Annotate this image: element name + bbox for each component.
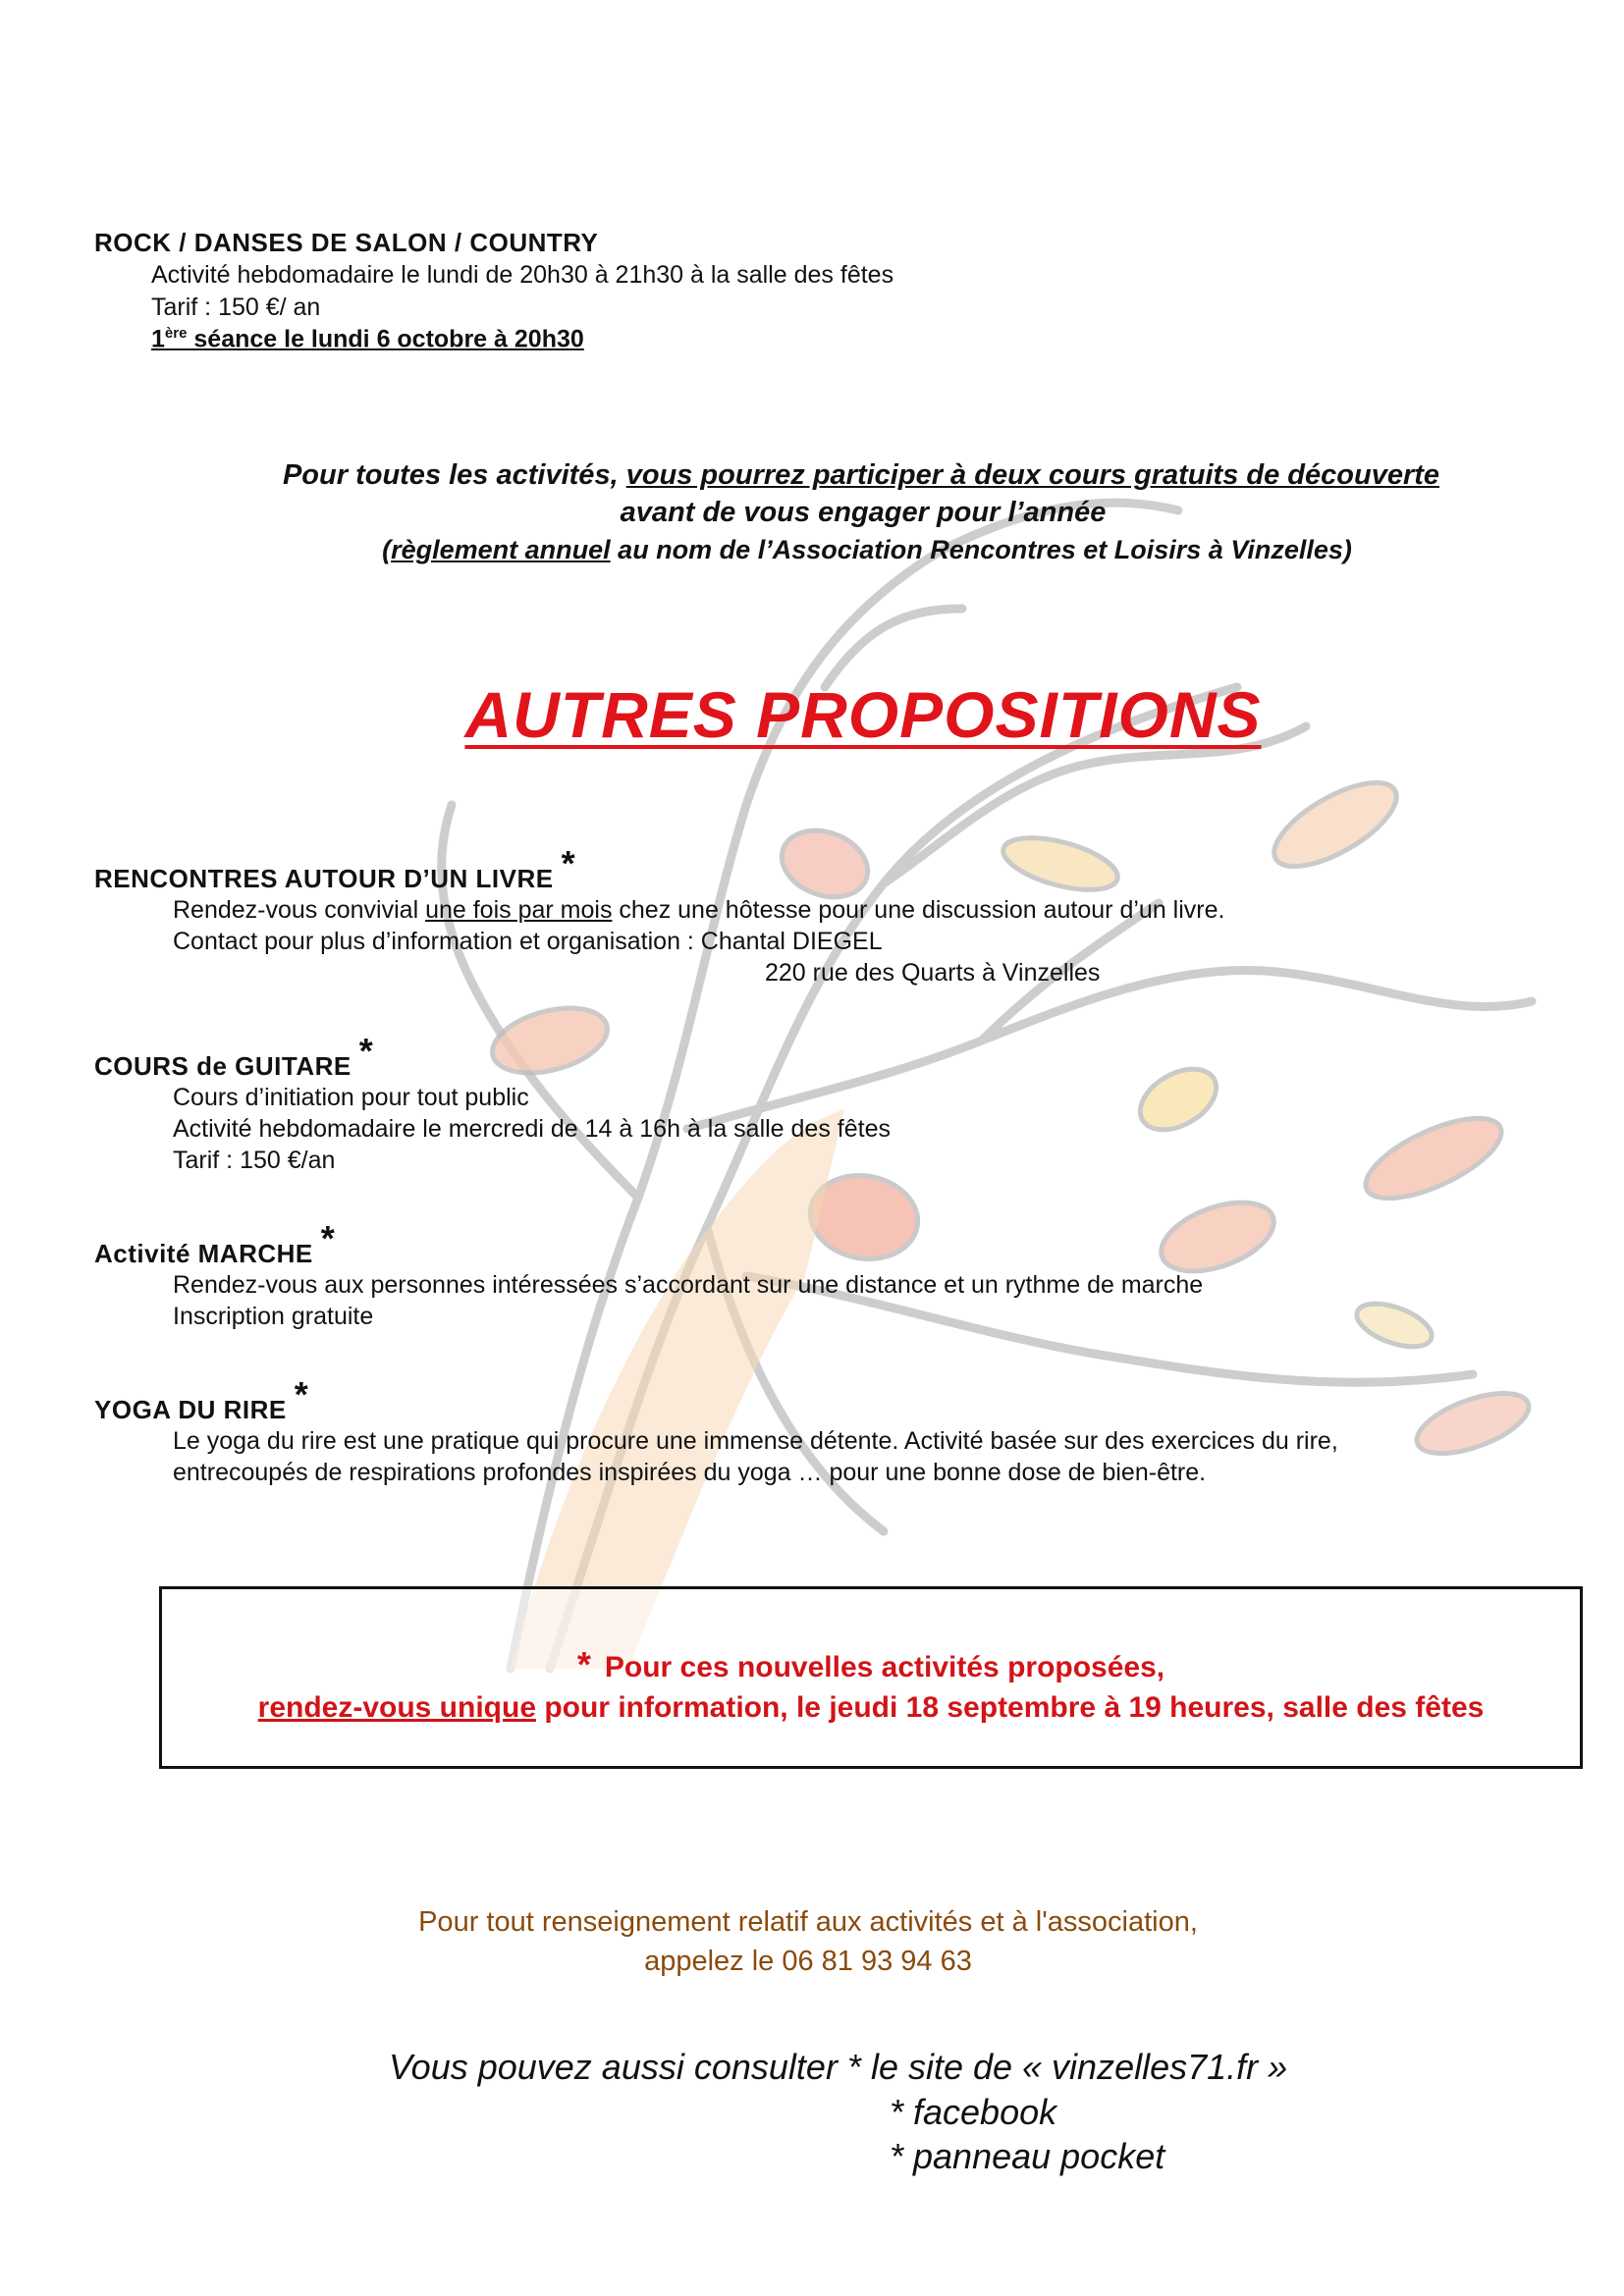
- page-title: AUTRES PROPOSITIONS: [464, 678, 1262, 751]
- livre-star: *: [561, 843, 576, 883]
- notice-line-1: [0, 459, 1624, 492]
- yoga-heading: [94, 1374, 309, 1427]
- marche-star: *: [320, 1218, 336, 1258]
- guitare-heading: [94, 1031, 374, 1084]
- box-line2-rest: pour information, le jeudi 18 septembre à 19 heures, salle des fêtes: [536, 1691, 1485, 1724]
- livre-address: 220 rue des Quarts à Vinzelles: [765, 959, 1101, 987]
- box-line-2: [162, 1691, 1580, 1725]
- livre-heading-text: RENCONTRES AUTOUR D’UN LIVRE: [94, 864, 554, 893]
- guitare-star: *: [358, 1031, 374, 1071]
- livre-l1-pre: Rendez-vous convivial: [173, 896, 426, 924]
- consult-panneau-pocket: * panneau pocket: [890, 2136, 1165, 2176]
- yoga-heading-text: YOGA DU RIRE: [94, 1395, 287, 1424]
- info-box: [159, 1586, 1583, 1769]
- contact-phone: appelez le 06 81 93 94 63: [644, 1946, 972, 1977]
- marche-line-1: Rendez-vous aux personnes intéressées s’accordant sur une distance et un rythme de marche: [173, 1271, 1204, 1299]
- rock-first-session: [151, 325, 584, 353]
- notice-part1: Pour toutes les activités,: [282, 459, 626, 491]
- guitare-line-3: Tarif : 150 €/an: [173, 1147, 336, 1174]
- rock-tarif: Tarif : 150 €/ an: [151, 294, 321, 321]
- marche-line-2: Inscription gratuite: [173, 1303, 374, 1330]
- rock-schedule: Activité hebdomadaire le lundi de 20h30 à 21h30 à la salle des fêtes: [151, 261, 894, 289]
- notice-part1-underlined: vous pourrez participer à deux cours gratuits de découverte: [625, 459, 1440, 491]
- notice-line3-underlined: règlement annuel: [391, 535, 611, 564]
- marche-heading: [94, 1218, 336, 1271]
- guitare-heading-text: COURS de GUITARE: [94, 1051, 352, 1081]
- yoga-star: *: [294, 1374, 309, 1415]
- yoga-line-2: entrecoupés de respirations profondes inspirées du yoga … pour une bonne dose de bien-être.: [173, 1459, 1207, 1486]
- box-line1-text: Pour ces nouvelles activités proposées,: [604, 1651, 1165, 1683]
- box-line-1: [162, 1644, 1580, 1685]
- livre-line-1: [173, 896, 1224, 925]
- notice-line-2: avant de vous engager pour l’année: [620, 497, 1107, 528]
- rock-first-sup: ère: [164, 325, 188, 342]
- box-star: *: [576, 1644, 591, 1684]
- consult-line-1: Vous pouvez aussi consulter * le site de « vinzelles71.fr »: [389, 2047, 1288, 2087]
- notice-line3-open: (: [382, 535, 392, 564]
- box-line2-underlined: rendez-vous unique: [257, 1691, 536, 1724]
- livre-l1-underlined: une fois par mois: [425, 896, 613, 924]
- rock-first-num: 1: [151, 325, 165, 353]
- rock-heading: ROCK / DANSES DE SALON / COUNTRY: [94, 228, 599, 257]
- livre-contact: Contact pour plus d’information et organisation : Chantal DIEGEL: [173, 928, 883, 955]
- rock-first-rest: séance le lundi 6 octobre à 20h30: [187, 325, 584, 353]
- guitare-line-1: Cours d’initiation pour tout public: [173, 1084, 529, 1111]
- consult-facebook: * facebook: [890, 2092, 1057, 2132]
- contact-line-1: Pour tout renseignement relatif aux activités et à l'association,: [418, 1906, 1198, 1938]
- livre-heading: [94, 843, 576, 896]
- livre-l1-post: chez une hôtesse pour une discussion autour d’un livre.: [612, 896, 1225, 924]
- yoga-line-1: Le yoga du rire est une pratique qui procure une immense détente. Activité basée sur des exercices du rire,: [173, 1427, 1338, 1455]
- notice-line-3: [0, 535, 1624, 565]
- marche-heading-text: Activité MARCHE: [94, 1239, 313, 1268]
- guitare-line-2: Activité hebdomadaire le mercredi de 14 à 16h à la salle des fêtes: [173, 1115, 891, 1143]
- notice-line3-rest: au nom de l’Association Rencontres et Loisirs à Vinzelles): [610, 535, 1352, 564]
